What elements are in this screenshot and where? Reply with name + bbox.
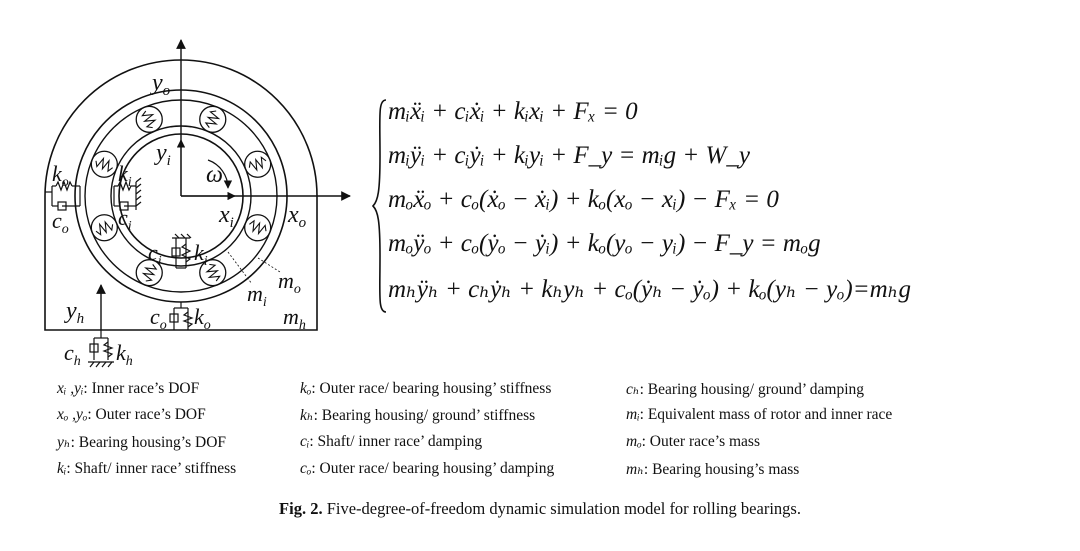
bearing-model-diagram [0, 0, 372, 380]
label-mo: $m_o$ [278, 268, 301, 297]
rolling-element [91, 151, 117, 177]
label-omega: ω [206, 162, 223, 188]
co-ko-bottom-spring-damper [170, 302, 192, 330]
label-yi: $y_i$ [156, 140, 171, 169]
label-ko-bottom: $k_o$ [194, 304, 211, 333]
figure-caption [0, 499, 1080, 519]
equation-1: mᵢẍᵢ + cᵢẋᵢ + kᵢxᵢ + Fₓ = 0 [388, 98, 638, 125]
legend-item: mᵢ: Equivalent mass of rotor and inner race [626, 406, 893, 423]
label-mi: $m_i$ [247, 281, 267, 310]
label-kh: $k_h$ [116, 340, 133, 369]
legend-item: kₕ: Bearing housing/ ground’ stiffness [300, 407, 536, 424]
label-ki-bottom: $k_i$ [194, 240, 208, 269]
equation-4: mₒÿₒ + cₒ(ẏₒ − ẏᵢ) + kₒ(yₒ − yᵢ) − F_y = mₒg [388, 230, 821, 257]
legend-item: mₕ: Bearing housing’s mass [626, 461, 800, 478]
equation-3: mₒẍₒ + cₒ(ẋₒ − ẋᵢ) + kₒ(xₒ − xᵢ) − Fₓ = 0 [388, 186, 779, 213]
rolling-element [245, 151, 271, 177]
legend-item: cₒ: Outer race/ bearing housing’ damping [300, 460, 555, 477]
rolling-element [200, 106, 226, 132]
ch-kh-ground-spring-damper [88, 330, 114, 367]
figure-label: Fig. 2. [279, 499, 323, 518]
label-co: $c_o$ [52, 208, 69, 237]
left-brace [372, 96, 388, 316]
ci-ki-bottom-spring-damper [172, 234, 191, 268]
rolling-element [245, 215, 271, 241]
legend-item: xᵢ ,yᵢ: Inner race’s DOF [57, 380, 200, 397]
label-ci-bottom: $c_i$ [148, 240, 162, 269]
label-ci-left: $c_i$ [118, 205, 132, 234]
label-ch: $c_h$ [64, 340, 81, 369]
equation-2: mᵢÿᵢ + cᵢẏᵢ + kᵢyᵢ + F_y = mᵢg + W_y [388, 142, 750, 169]
figure-caption-text: Five-degree-of-freedom dynamic simulation model for rolling bearings. [326, 499, 801, 518]
rolling-element [91, 215, 117, 241]
legend-item: kₒ: Outer race/ bearing housing’ stiffness [300, 380, 552, 397]
rolling-element [136, 106, 162, 132]
label-ko: $k_o$ [52, 161, 69, 190]
legend-item: cₕ: Bearing housing/ ground’ damping [626, 381, 865, 398]
label-co-bottom: $c_o$ [150, 304, 167, 333]
legend-item: kᵢ: Shaft/ inner race’ stiffness [57, 460, 237, 477]
label-xi: $x_i$ [219, 202, 234, 231]
mi-leader-line [228, 252, 252, 284]
legend-item: yₕ: Bearing housing’s DOF [57, 434, 227, 451]
label-mh: $m_h$ [283, 304, 306, 333]
legend-item: xₒ ,yₒ: Outer race’s DOF [57, 406, 206, 423]
label-ki-left: $k_i$ [118, 161, 132, 190]
label-yh: $y_h$ [66, 298, 85, 327]
equation-5: mₕÿₕ + cₕẏₕ + kₕyₕ + cₒ(ẏₕ − ẏₒ) + kₒ(yₕ − yₒ)=mₕg [388, 276, 911, 303]
label-xo: $x_o$ [288, 202, 307, 231]
label-yo: $y_o$ [152, 70, 171, 99]
legend-item: mₒ: Outer race’s mass [626, 433, 760, 450]
legend-item: cᵢ: Shaft/ inner race’ damping [300, 433, 483, 450]
